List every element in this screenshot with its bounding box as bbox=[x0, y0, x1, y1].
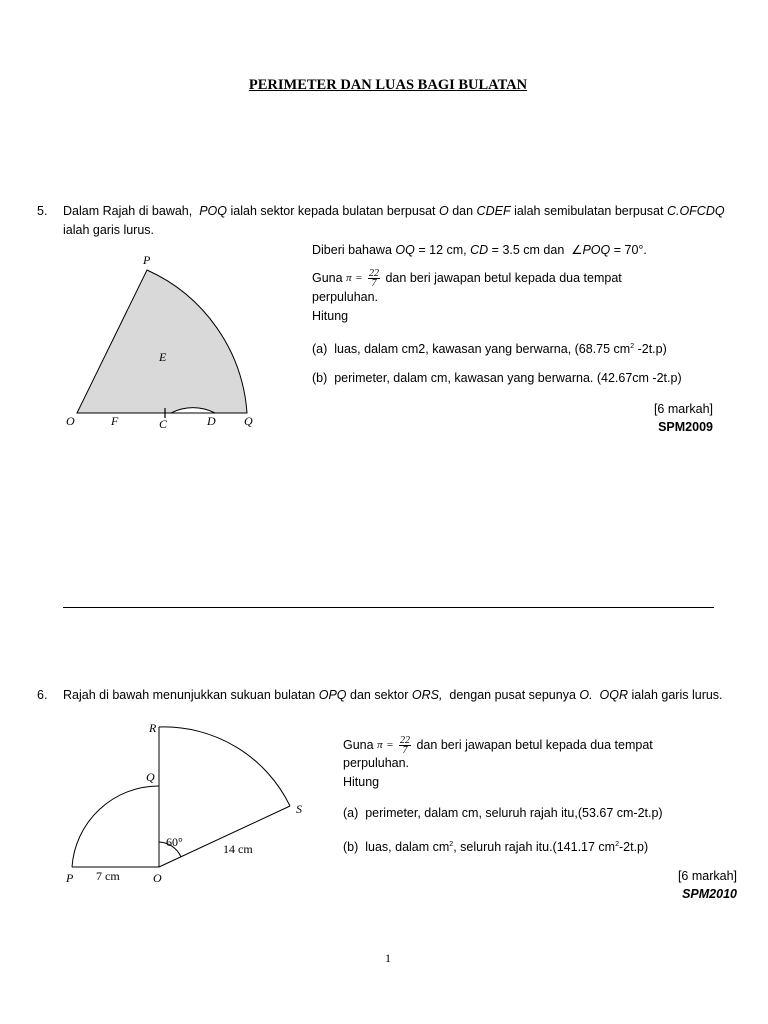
question-6-part-b: (b) luas, dalam $cm^2$, seluruh rajah itu.(141.17 $cm^2-2t.p$) bbox=[343, 840, 649, 855]
question-5-figure bbox=[55, 248, 275, 438]
question-6-number: 6. bbox=[37, 688, 48, 702]
question-6-marks: [6 markah] bbox=[677, 869, 737, 883]
question-5-guna-line2: perpuluhan. bbox=[312, 290, 379, 304]
label-e: E bbox=[159, 350, 167, 364]
fraction-22-7: $\frac{22}{7}$ bbox=[400, 735, 410, 756]
question-6-source: SPM2010 bbox=[682, 887, 737, 901]
question-5-given: Diberi bahawa OQ = 12 cm, CD = 3.5 cm dan ∠POQ = 70°. bbox=[312, 243, 647, 257]
label-q: Q bbox=[146, 770, 155, 784]
label-o: O bbox=[66, 414, 75, 428]
shaded-region bbox=[77, 270, 247, 413]
fraction-22-7: $\frac{22}{7}$ bbox=[369, 268, 379, 289]
length-op-label: 7 cm bbox=[96, 869, 120, 883]
question-5-intro: Dalam Rajah di bawah, POQ ialah sektor kepada bulatan berpusat O dan CDEF ialah semibulatan berpusat C.OFCDQ bbox=[63, 204, 725, 218]
question-6-figure bbox=[60, 718, 310, 888]
question-5-source: SPM2009 bbox=[658, 420, 713, 434]
question-6-intro: Rajah di bawah menunjukkan sukuan bulatan OPQ dan sektor ORS, dengan pusat sepunya O. OQR ialah garis lurus. bbox=[63, 688, 723, 702]
label-p: P bbox=[143, 253, 151, 267]
question-5-part-a: (a) luas, dalam cm2, kawasan yang berwarna, (68.75 $cm^2$ -2t.p) bbox=[312, 342, 667, 357]
question-5-intro-line2: ialah garis lurus. bbox=[63, 223, 155, 237]
separator-line bbox=[63, 607, 714, 608]
arc-pq bbox=[72, 786, 159, 867]
label-d: D bbox=[207, 414, 216, 428]
length-os-label: 14 cm bbox=[223, 842, 253, 856]
angle-label: 60° bbox=[166, 835, 183, 849]
question-5-guna: Guna π = $\frac{22}{7}$ dan beri jawapan betul kepada dua tempat bbox=[312, 268, 622, 289]
label-f: F bbox=[111, 414, 119, 428]
question-5-number: 5. bbox=[37, 204, 48, 218]
question-5-marks: [6 markah] bbox=[653, 402, 713, 416]
page-title: PERIMETER DAN LUAS BAGI BULATAN bbox=[248, 77, 528, 93]
question-6-guna-line2: perpuluhan. bbox=[343, 756, 410, 770]
label-r: R bbox=[149, 721, 157, 735]
label-p: P bbox=[66, 871, 74, 885]
label-c: C bbox=[159, 417, 168, 431]
question-5-part-b: (b) perimeter, dalam cm, kawasan yang berwarna. (42.67cm -2t.p) bbox=[312, 371, 682, 385]
question-6-hitung: Hitung bbox=[343, 775, 380, 789]
question-6-guna: Guna π = $\frac{22}{7}$ dan beri jawapan betul kepada dua tempat bbox=[343, 735, 653, 756]
label-q: Q bbox=[244, 414, 253, 428]
question-5-hitung: Hitung bbox=[312, 309, 349, 323]
label-o: O bbox=[153, 871, 162, 885]
label-s: S bbox=[296, 802, 302, 816]
question-6-part-a: (a) perimeter, dalam cm, seluruh rajah itu,(53.67 cm-2t.p) bbox=[343, 806, 663, 820]
page-number: 1 bbox=[385, 951, 391, 965]
arc-rs bbox=[159, 727, 290, 806]
